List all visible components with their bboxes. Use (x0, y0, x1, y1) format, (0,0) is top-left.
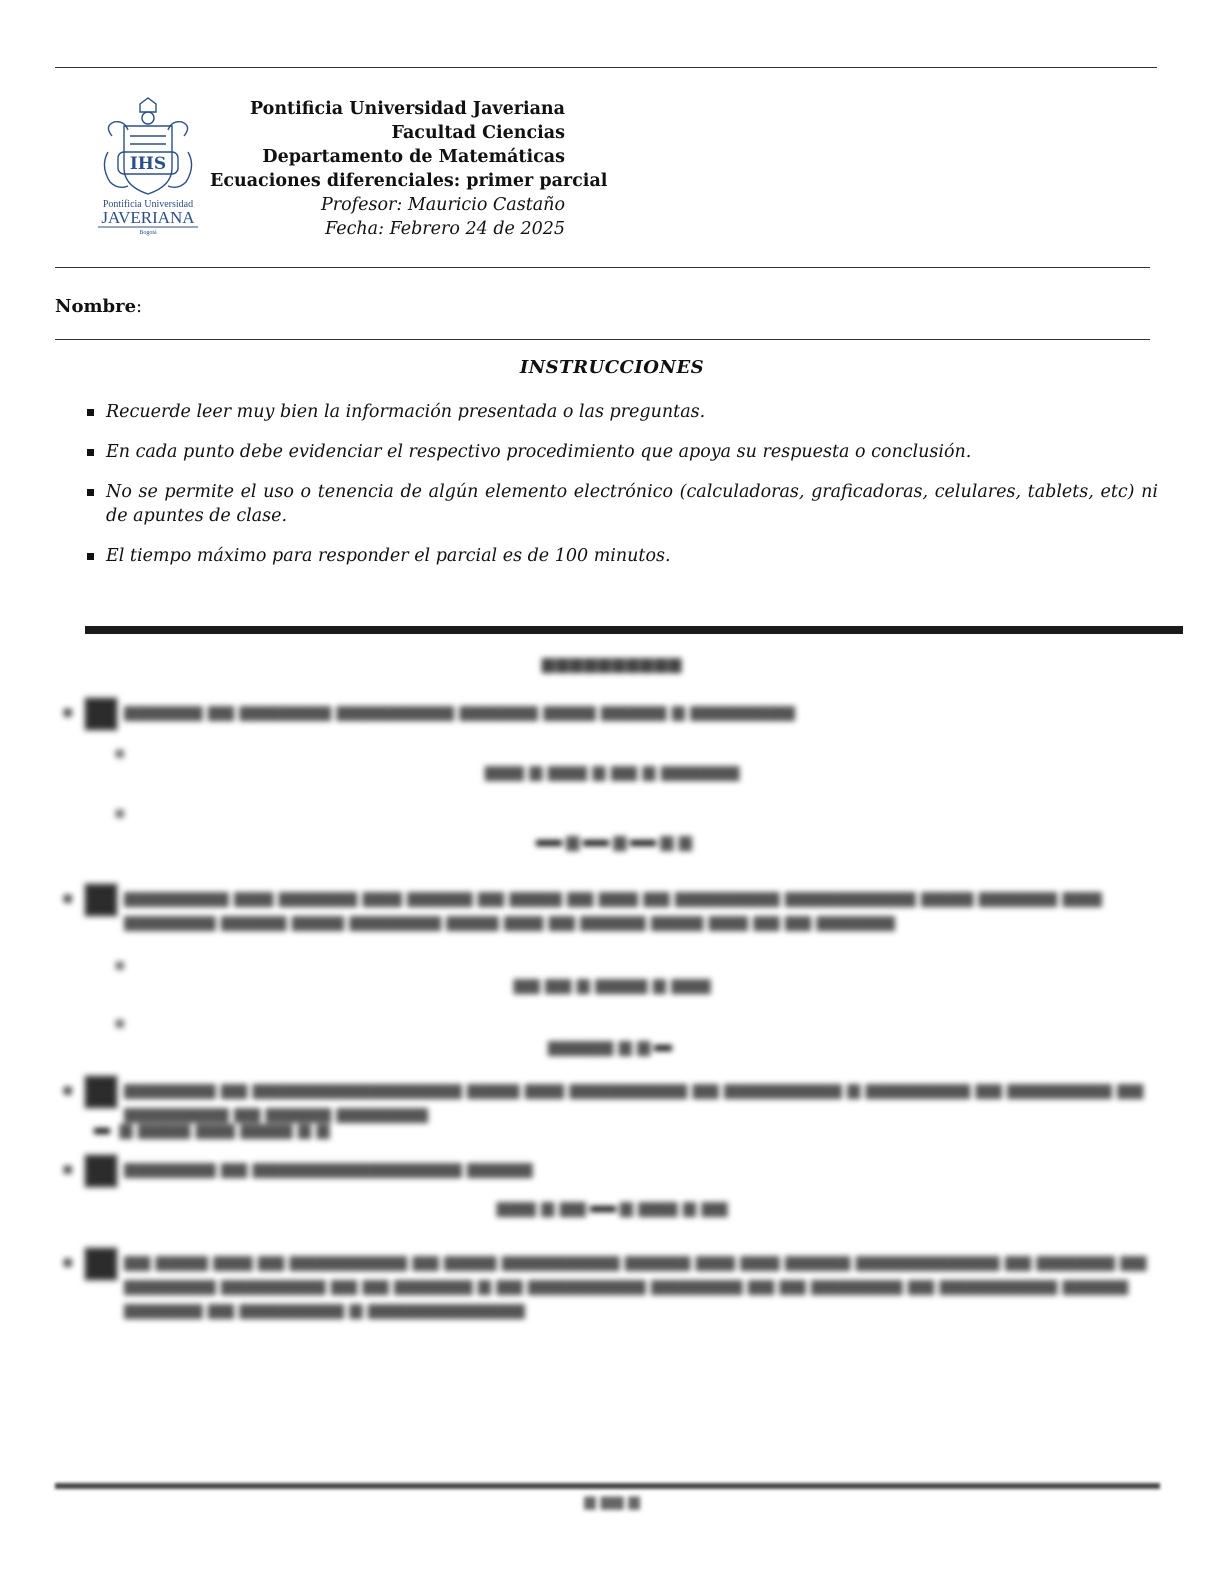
section-divider (85, 626, 1183, 634)
list-item: No se permite el uso o tenencia de algún elemento electrónico (calculadoras, graficadoras, celulares, tablets, etc) ni de apuntes de clase. (85, 480, 1158, 528)
list-item: El tiempo máximo para responder el parcial es de 100 minutos. (85, 544, 1158, 568)
header-bottom-rule (55, 267, 1150, 268)
bullet-square-icon (87, 553, 94, 560)
blurred-questions-section: ▆▆▆▆▆▆▆▆▆▆ ▪ ▆▆▆▆▆▆ ▆▆ ▆▆▆▆▆▆▆ ▆▆▆▆▆▆▆▆▆ ▆▆▆▆▆▆ ▆▆▆▆ ▆▆▆▆▆ ▆ ▆▆▆▆▆▆▆▆ ▪ ▆▆▆ ▆ ▆▆▆ ▆ ▆▆ ▆ ▆▆▆▆▆▆ ▪ ▆ ▆ ▆ ▆ ▪ ▆▆▆▆▆▆▆▆ ▆▆▆ ▆▆▆▆▆▆ ▆▆▆ ▆▆▆▆▆ ▆▆ ▆▆▆▆ ▆▆ ▆▆▆ ▆▆ ▆▆▆▆▆▆▆▆ ▆▆▆▆▆▆▆▆▆▆ ▆▆▆▆ ▆▆▆▆▆▆ ▆▆▆ ▆▆▆▆▆▆▆ ▆▆▆▆▆ ▆▆▆▆ ▆▆▆▆▆▆▆ ▆▆▆▆ ▆▆▆ ▆▆ ▆▆▆▆▆ ▆▆▆▆ ▆▆▆ ▆▆ ▆▆ ▆▆▆▆▆▆ ▪ ▆▆ ▆▆ ▆ ▆▆▆▆ ▆ ▆▆▆ ▪ ▆▆▆▆▆ ▆ ▆ ▪ ▆▆▆▆▆▆▆ ▆▆ ▆▆▆▆▆▆▆▆▆▆▆▆▆▆▆▆ ▆▆▆▆ ▆▆▆ ▆▆▆▆▆▆▆▆▆ ▆▆ ▆▆▆▆▆▆▆▆▆ ▆ ▆▆▆▆▆▆▆▆ ▆▆ ▆▆▆▆▆▆▆▆ ▆▆ ▆▆▆▆▆▆▆▆ ▆▆ ▆▆▆▆▆ ▆▆▆▆▆▆▆ ▆ ▆▆▆▆ ▆▆▆ ▆▆▆▆ ▆ ▆ ▪ ▆▆▆▆▆▆▆ ▆▆ ▆▆▆▆▆▆▆▆▆▆▆▆▆▆▆▆ ▆▆▆▆▆ ▆▆▆ ▆ ▆▆ ▆ ▆▆▆ ▆ ▆▆ ▪ ▆▆ ▆▆▆▆ ▆▆▆ ▆▆ ▆▆▆▆▆▆▆▆▆ ▆▆ ▆▆▆▆ ▆▆▆▆▆▆▆▆▆ ▆▆▆▆▆ ▆▆▆ ▆▆▆ ▆▆▆▆▆ ▆▆▆▆▆▆▆▆▆▆▆ ▆▆ ▆▆▆▆▆▆ ▆▆ ▆▆▆▆▆▆▆ ▆▆▆▆▆▆▆▆ ▆▆ ▆▆ ▆▆▆▆▆▆ ▆ ▆▆ ▆▆▆▆▆▆▆▆▆ ▆▆▆▆▆▆▆ ▆▆ ▆▆ ▆▆▆▆▆▆▆ ▆▆ ▆▆▆▆▆▆▆▆▆ ▆▆▆▆▆ ▆▆▆▆▆▆ ▆▆ ▆▆▆▆▆▆▆▆ ▆ ▆▆▆▆▆▆▆▆▆▆▆▆ (0, 640, 1224, 1460)
professor-name: Profesor: Mauricio Castaño (320, 195, 565, 215)
blurred-page-number: ▆ ▆▆ ▆ (584, 1492, 640, 1510)
logo-line2: JAVERIANA (101, 208, 195, 227)
university-logo (94, 96, 202, 236)
svg-text:IHS: IHS (129, 154, 167, 174)
course-title: Ecuaciones diferenciales: primer parcial (210, 171, 608, 191)
blurred-section-title: ▆▆▆▆▆▆▆▆▆▆ (541, 654, 683, 674)
faculty-name: Facultad Ciencias (391, 123, 565, 143)
shield-icon (104, 98, 191, 194)
blurred-question: ▪ ▆▆▆▆▆▆▆ ▆▆ ▆▆▆▆▆▆▆▆▆▆▆▆▆▆▆▆ ▆▆▆▆▆ (62, 1157, 1162, 1181)
blurred-question-cont: ▆ ▆▆▆▆ ▆▆▆ ▆▆▆▆ ▆ ▆ (62, 1118, 1162, 1142)
university-name: Pontificia Universidad Javeriana (249, 99, 565, 119)
bullet-square-icon (87, 449, 94, 456)
name-colon: : (136, 296, 143, 317)
list-item: En cada punto debe evidenciar el respectivo procedimiento que apoya su respuesta o conclusión. (85, 440, 1158, 464)
blurred-question: ▪ ▆▆▆▆▆▆▆▆ ▆▆▆ ▆▆▆▆▆▆ ▆▆▆ ▆▆▆▆▆ ▆▆ ▆▆▆▆ ▆▆ ▆▆▆ ▆▆ ▆▆▆▆▆▆▆▆ ▆▆▆▆▆▆▆▆▆▆ ▆▆▆▆ ▆▆▆▆▆▆ ▆▆▆ ▆▆▆▆▆▆▆ ▆▆▆▆▆ ▆▆▆▆ ▆▆▆▆▆▆▆ ▆▆▆▆ ▆▆▆ ▆▆ ▆▆▆▆▆ ▆▆▆▆ ▆▆▆ ▆▆ ▆▆ ▆▆▆▆▆▆ (62, 886, 1162, 934)
instructions-list (85, 400, 1158, 584)
exam-header (210, 97, 608, 241)
exam-date: Fecha: Febrero 24 de 2025 (325, 219, 565, 239)
name-underline (55, 339, 1150, 340)
blurred-question: ▪ ▆▆▆▆▆▆▆ ▆▆ ▆▆▆▆▆▆▆▆▆▆▆▆▆▆▆▆ ▆▆▆▆ ▆▆▆ ▆▆▆▆▆▆▆▆▆ ▆▆ ▆▆▆▆▆▆▆▆▆ ▆ ▆▆▆▆▆▆▆▆ ▆▆ ▆▆▆▆▆▆▆▆ ▆▆ ▆▆▆▆▆▆▆▆ ▆▆ ▆▆▆▆▆ ▆▆▆▆▆▆▆ (62, 1078, 1162, 1126)
blurred-question: ▪ ▆▆▆▆▆▆ ▆▆ ▆▆▆▆▆▆▆ ▆▆▆▆▆▆▆▆▆ ▆▆▆▆▆▆ ▆▆▆▆ ▆▆▆▆▆ ▆ ▆▆▆▆▆▆▆▆ (62, 700, 1162, 724)
instructions-title: INSTRUCCIONES (519, 357, 705, 378)
logo-line3: Bogotá (139, 230, 157, 236)
department-name: Departamento de Matemáticas (262, 147, 565, 167)
footer-rule (55, 1483, 1160, 1489)
list-item: Recuerde leer muy bien la información presentada o las preguntas. (85, 400, 1158, 424)
blurred-question: ▪ ▆▆ ▆▆▆▆ ▆▆▆ ▆▆ ▆▆▆▆▆▆▆▆▆ ▆▆ ▆▆▆▆ ▆▆▆▆▆▆▆▆▆ ▆▆▆▆▆ ▆▆▆ ▆▆▆ ▆▆▆▆▆ ▆▆▆▆▆▆▆▆▆▆▆ ▆▆ ▆▆▆▆▆▆ ▆▆ ▆▆▆▆▆▆▆ ▆▆▆▆▆▆▆▆ ▆▆ ▆▆ ▆▆▆▆▆▆ ▆ ▆▆ ▆▆▆▆▆▆▆▆▆ ▆▆▆▆▆▆▆ ▆▆ ▆▆ ▆▆▆▆▆▆▆ ▆▆ ▆▆▆▆▆▆▆▆▆ ▆▆▆▆▆ ▆▆▆▆▆▆ ▆▆ ▆▆▆▆▆▆▆▆ ▆ ▆▆▆▆▆▆▆▆▆▆▆▆ (62, 1250, 1162, 1322)
bullet-square-icon (87, 489, 94, 496)
name-label: Nombre (55, 296, 137, 317)
bullet-square-icon (87, 409, 94, 416)
top-rule (55, 67, 1157, 68)
name-field[interactable] (55, 296, 142, 317)
logo-line1: Pontificia Universidad (102, 199, 194, 210)
